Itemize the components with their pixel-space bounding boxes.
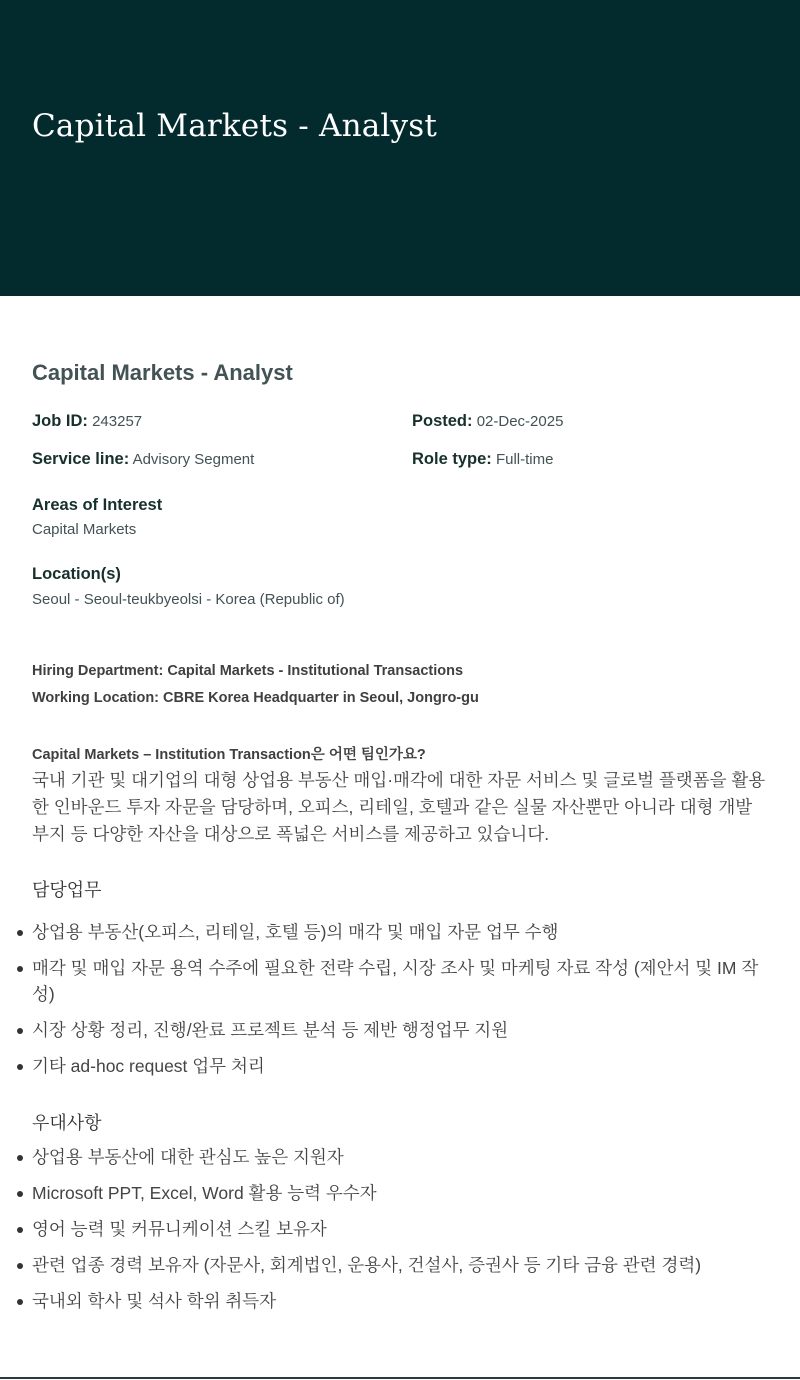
areas-heading: Areas of Interest	[32, 496, 163, 514]
service-line-label: Service line:	[32, 450, 130, 468]
posted-field	[412, 412, 563, 431]
list-item: 상업용 부동산에 대한 관심도 높은 지원자	[32, 1144, 768, 1170]
hiring-department: Hiring Department: Capital Markets - Institutional Transactions	[32, 663, 464, 679]
team-description: 국내 기관 및 대기업의 대형 상업용 부동산 매입·매각에 대한 자문 서비스 및 글로벌 플랫폼을 활용한 인바운드 투자 자문을 담당하며, 오피스, 리테일, 호텔과 같은 실물 자산뿐만 아니라 대형 개발 부지 등 다양한 자산을 대상으로 폭넓은 서비스를 제공하고 있습니다.	[32, 770, 766, 844]
preferred-heading: 우대사항	[32, 1113, 102, 1133]
service-line-field	[32, 450, 254, 469]
location-heading: Location(s)	[32, 565, 121, 583]
working-location: Working Location: CBRE Korea Headquarter in Seoul, Jongro-gu	[32, 690, 479, 706]
location-value: Seoul - Seoul-teukbyeolsi - Korea (Republic of)	[32, 591, 345, 608]
list-item: Microsoft PPT, Excel, Word 활용 능력 우수자	[32, 1180, 768, 1206]
list-item: 관련 업종 경력 보유자 (자문사, 회계법인, 운용사, 건설사, 증권사 등 기타 금융 관련 경력)	[32, 1252, 768, 1278]
team-question: Capital Markets – Institution Transaction은 어떤 팀인가요?	[32, 747, 426, 763]
job-id-field	[32, 412, 142, 431]
list-item: 기타 ad-hoc request 업무 처리	[32, 1053, 768, 1079]
list-item: 시장 상황 정리, 진행/완료 프로젝트 분석 등 제반 행정업무 지원	[32, 1017, 768, 1043]
preferred-list	[32, 1144, 768, 1324]
hero-banner	[0, 0, 800, 296]
list-item: 영어 능력 및 커뮤니케이션 스킬 보유자	[32, 1216, 768, 1242]
job-id-label: Job ID:	[32, 412, 88, 430]
list-item: 상업용 부동산(오피스, 리테일, 호텔 등)의 매각 및 매입 자문 업무 수행	[32, 919, 768, 945]
bottom-divider	[0, 1377, 800, 1379]
hero-title: Capital Markets - Analyst	[32, 108, 438, 144]
job-content	[0, 296, 800, 1380]
posted-label: Posted:	[412, 412, 473, 430]
role-type-value: Full-time	[495, 451, 554, 468]
posted-value: 02-Dec-2025	[476, 413, 564, 430]
job-title: Capital Markets - Analyst	[32, 360, 293, 385]
areas-value: Capital Markets	[32, 521, 137, 538]
duties-list	[32, 919, 768, 1089]
duties-heading: 담당업무	[32, 880, 102, 900]
role-type-field	[412, 450, 553, 469]
role-type-label: Role type:	[412, 450, 492, 468]
list-item: 매각 및 매입 자문 용역 수주에 필요한 전략 수립, 시장 조사 및 마케팅 자료 작성 (제안서 및 IM 작성)	[32, 955, 768, 1007]
service-line-value: Advisory Segment	[132, 451, 255, 468]
job-id-value: 243257	[92, 413, 143, 430]
list-item: 국내외 학사 및 석사 학위 취득자	[32, 1288, 768, 1314]
